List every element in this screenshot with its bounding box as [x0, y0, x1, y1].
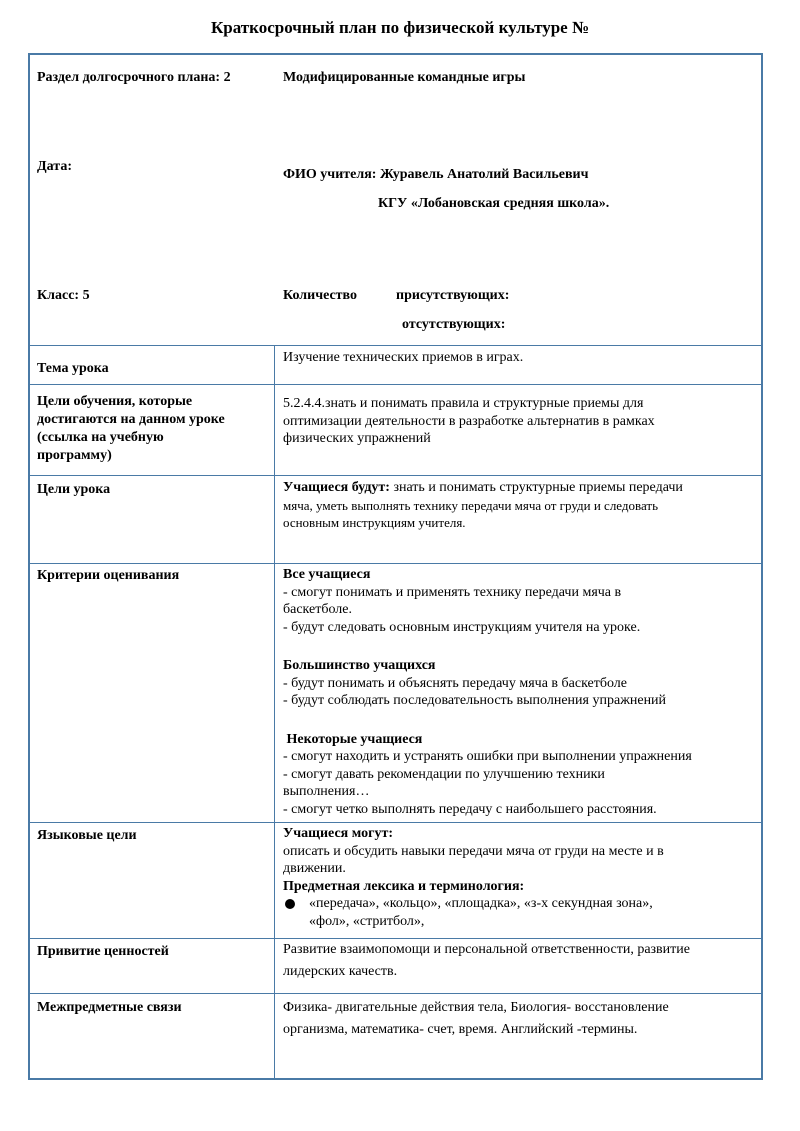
objectives-label-line: (ссылка на учебную: [37, 430, 164, 445]
spacer: [283, 636, 759, 657]
links-label: Межпредметные связи: [37, 1000, 182, 1015]
column-divider: [274, 345, 275, 1078]
row-divider: [30, 475, 761, 476]
links-line: Физика- двигательные действия тела, Биология- восстановление: [283, 1000, 669, 1015]
row-divider: [30, 384, 761, 385]
lesson-plan-table: [28, 53, 763, 1080]
class-label: Класс: 5: [37, 288, 90, 303]
spacer: [283, 710, 759, 731]
objectives-label-line: достигаются на данном уроке: [37, 412, 225, 427]
criteria-line: - будут понимать и объяснять передачу мяча в баскетболе: [283, 675, 627, 691]
objectives-label-line: программу): [37, 448, 112, 463]
terms-bullet-line: [283, 895, 759, 913]
bullet-icon: [285, 899, 295, 909]
topic-label: Тема урока: [37, 361, 109, 376]
criteria-line: - смогут находить и устранять ошибки при выполнении упражнения: [283, 749, 692, 764]
goals-line: [283, 479, 759, 497]
objectives-label: [37, 393, 269, 465]
goals-line: мяча, уметь выполнять технику передачи мяча от груди и следовать: [283, 497, 659, 513]
row-divider: [30, 822, 761, 823]
row-divider: [30, 345, 761, 346]
criteria-some-heading: Некоторые учащиеся: [283, 731, 423, 747]
objectives-value: [283, 395, 759, 448]
values-line: Развитие взаимопомощи и персональной ответственности, развитие: [283, 942, 690, 957]
criteria-all-heading: Все учащиеся: [283, 567, 371, 582]
terms-line: «фол», «стритбол»,: [309, 913, 425, 929]
present-label: присутствующих:: [396, 288, 510, 303]
language-heading: Учащиеся могут:: [283, 826, 393, 841]
goals-lead: Учащиеся будут:: [283, 480, 390, 495]
criteria-line: - будут соблюдать последовательность выполнения упражнений: [283, 693, 667, 708]
objectives-line: 5.2.4.4.знать и понимать правила и структурные приемы для: [283, 396, 644, 411]
criteria-line: выполнения…: [283, 784, 370, 799]
count-label: Количество: [283, 288, 358, 303]
language-value: [283, 825, 759, 930]
values-line: лидерских качеств.: [283, 964, 398, 979]
objectives-line: физических упражнений: [283, 431, 431, 446]
objectives-line: оптимизации деятельности в разработке альтернатив в рамках: [283, 413, 655, 429]
criteria-line: - смогут понимать и применять технику передачи мяча в: [283, 584, 622, 600]
section-label: Раздел долгосрочного плана: 2: [37, 70, 231, 85]
criteria-line: баскетболе.: [283, 602, 352, 617]
absent-label: отсутствующих:: [402, 317, 506, 332]
terms-text: «передача», «кольцо», «площадка», «з-х секундная зона»,: [309, 896, 653, 911]
goals-line: основным инструкциям учителя.: [283, 515, 466, 530]
links-value: [283, 997, 759, 1041]
objectives-label-line: Цели обучения, которые: [37, 394, 193, 409]
values-label: Привитие ценностей: [37, 944, 169, 959]
language-terms-heading: Предметная лексика и терминология:: [283, 878, 525, 894]
criteria-line: - смогут четко выполнять передачу с наибольшего расстояния.: [283, 801, 657, 817]
goals-label: Цели урока: [37, 482, 111, 497]
page-title: Краткосрочный план по физической культуре №: [210, 18, 590, 37]
criteria-line: - будут следовать основным инструкциям учителя на уроке.: [283, 619, 641, 635]
topic-value: Изучение технических приемов в играх.: [283, 350, 524, 365]
section-value: Модифицированные командные игры: [283, 70, 526, 85]
criteria-line: - смогут давать рекомендации по улучшению техники: [283, 766, 605, 782]
criteria-value: [283, 566, 759, 818]
values-value: [283, 939, 759, 983]
language-line: описать и обсудить навыки передачи мяча от груди на месте и в: [283, 843, 664, 859]
teacher-name: ФИО учителя: Журавель Анатолий Васильевич: [283, 167, 589, 182]
criteria-label: Критерии оценивания: [37, 568, 180, 583]
date-label: Дата:: [37, 159, 72, 174]
goals-line-rest: знать и понимать структурные приемы передачи: [389, 480, 683, 495]
goals-value: [283, 479, 759, 532]
school-name: КГУ «Лобановская средняя школа».: [378, 196, 610, 211]
language-line: движении.: [283, 861, 346, 876]
language-label: Языковые цели: [37, 828, 137, 843]
row-divider: [30, 563, 761, 564]
links-line: организма, математика- счет, время. Английский -термины.: [283, 1022, 638, 1037]
criteria-most-heading: Большинство учащихся: [283, 658, 436, 673]
row-divider: [30, 993, 761, 994]
